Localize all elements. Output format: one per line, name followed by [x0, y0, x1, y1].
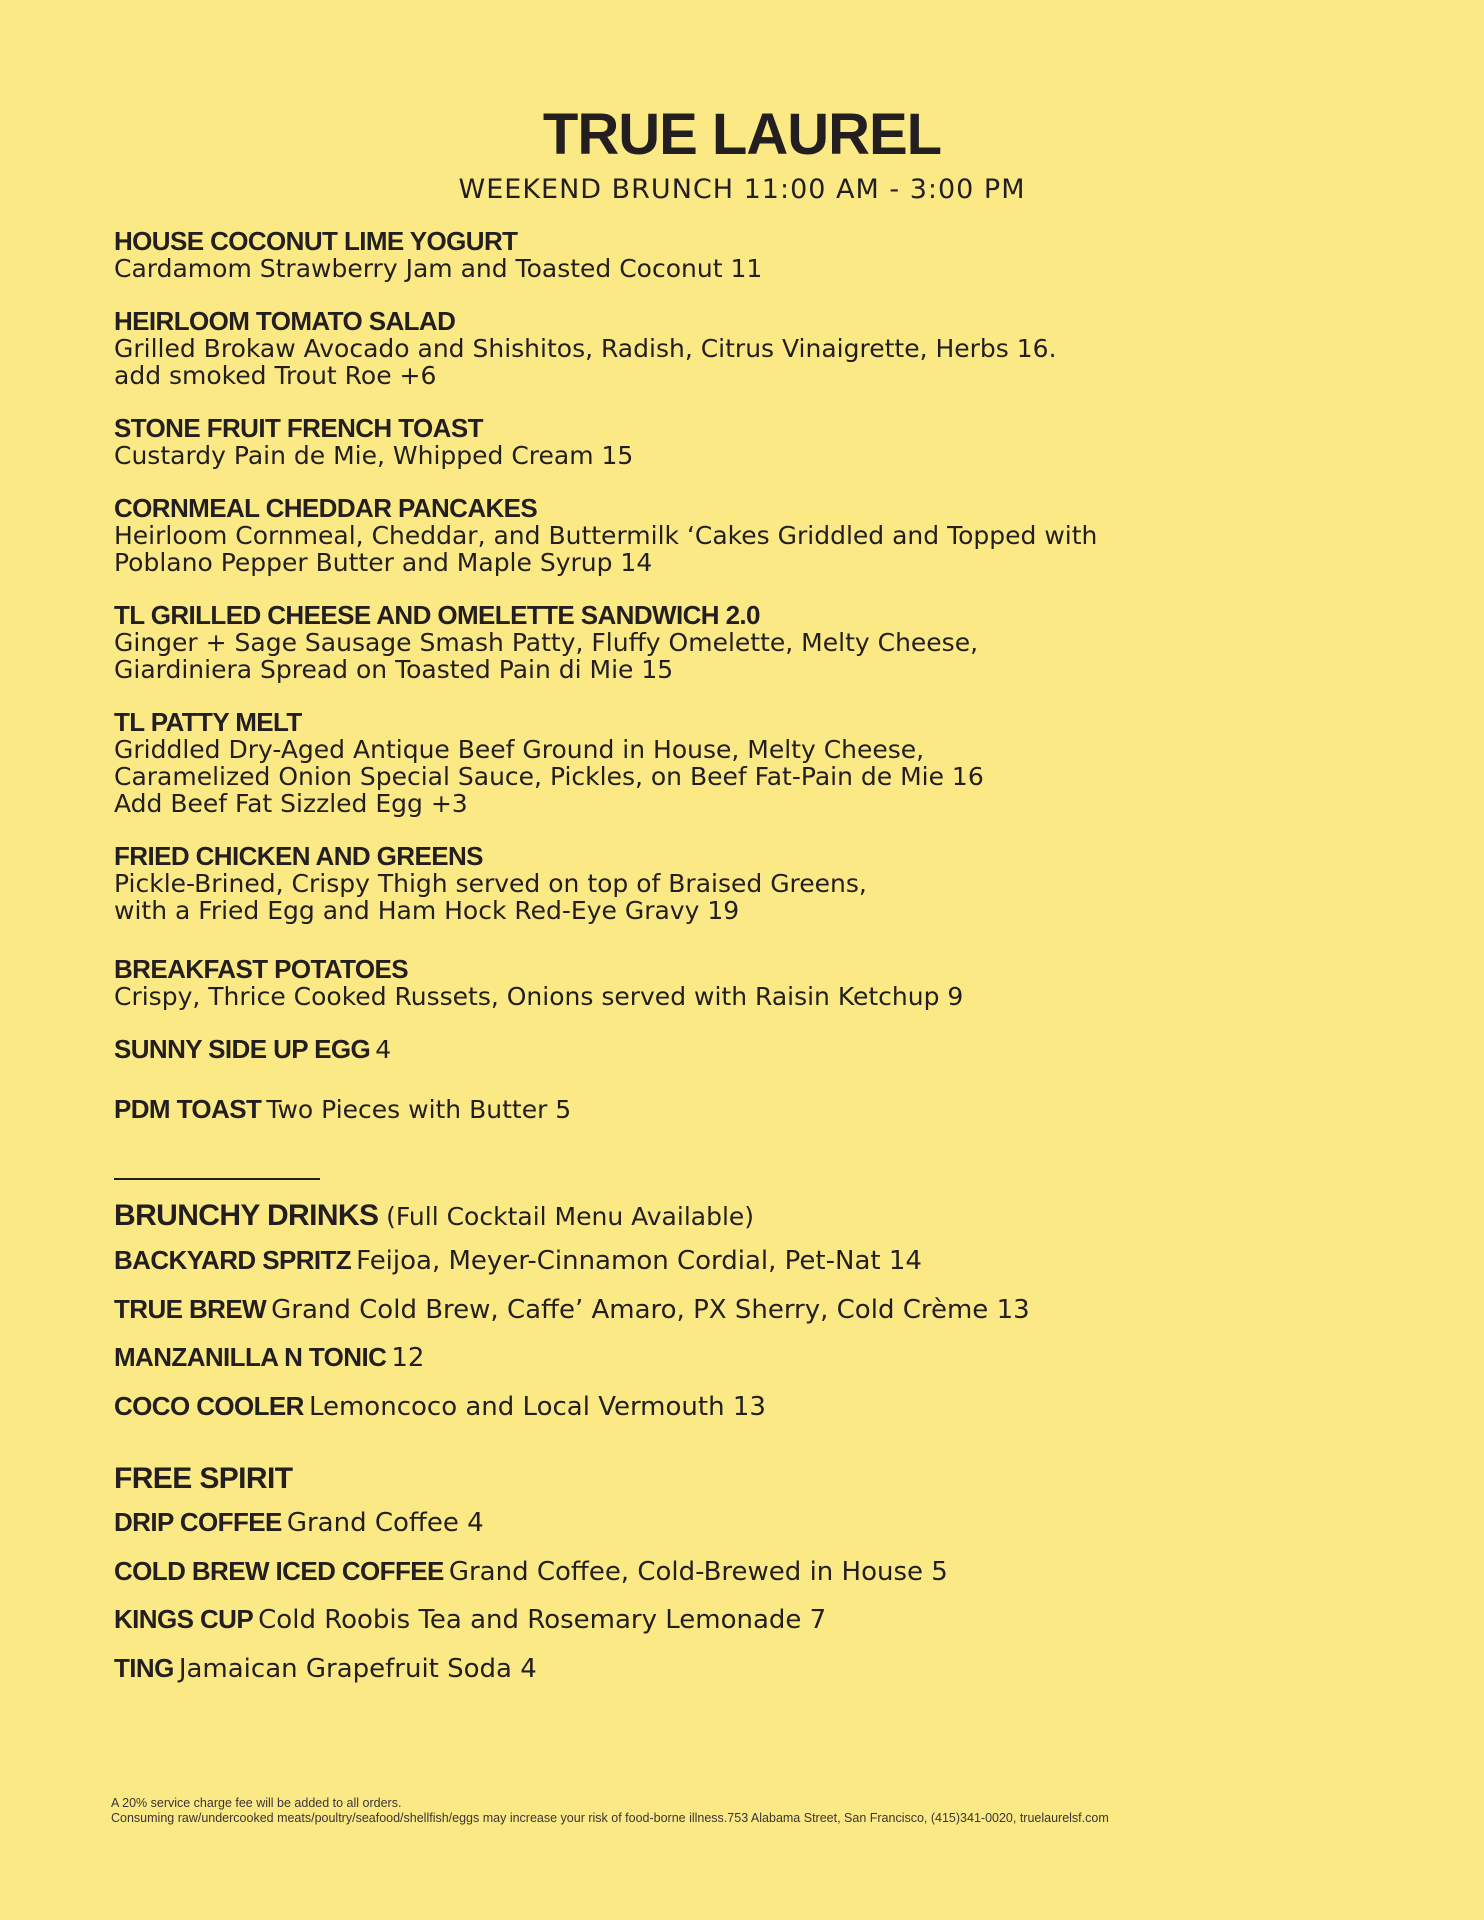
drink-item-description: Lemoncoco and Local Vermouth 13: [308, 1392, 766, 1422]
menu-item: [114, 415, 1364, 469]
menu-item-name: SUNNY SIDE UP EGG: [114, 1034, 371, 1064]
drink-item: [114, 1558, 1364, 1592]
section-divider: [114, 1178, 320, 1180]
drink-item: [114, 1296, 1364, 1330]
section-heading-text: BRUNCHY DRINKS: [114, 1199, 379, 1232]
menu-item-description: Heirloom Cornmeal, Cheddar, and Buttermilk ‘Cakes Griddled and Topped with Poblano Pepper Butter and Maple Syrup 14: [114, 521, 1098, 577]
drink-item-name: TING: [114, 1653, 174, 1683]
drink-item: [114, 1344, 1364, 1378]
food-menu: [114, 228, 1364, 1689]
drink-item-name: COCO COOLER: [114, 1391, 304, 1421]
drink-item: [114, 1393, 1364, 1427]
menu-item-name: TL GRILLED CHEESE AND OMELETTE SANDWICH 2.0: [114, 600, 760, 630]
menu-item-name: PDM TOAST: [114, 1094, 262, 1124]
service-hours: WEEKEND BRUNCH 11:00 AM - 3:00 PM: [458, 174, 1026, 205]
drink-item-name: TRUE BREW: [114, 1294, 267, 1324]
menu-item: [114, 709, 1364, 817]
drink-item-description: Cold Roobis Tea and Rosemary Lemonade 7: [258, 1605, 827, 1635]
menu-item-description: Griddled Dry-Aged Antique Beef Ground in House, Melty Cheese, Caramelized Onion Special Sauce, Pickles, on Beef Fat-Pain de Mie 16 Add Beef Fat Sizzled Egg +3: [114, 735, 984, 818]
menu-item-name: BREAKFAST POTATOES: [114, 954, 409, 984]
menu-item-description: Pickle-Brined, Crispy Thigh served on top of Braised Greens, with a Fried Egg and Ham Hock Red-Eye Gravy 19: [114, 869, 867, 925]
menu-item-description: Grilled Brokaw Avocado and Shishitos, Radish, Citrus Vinaigrette, Herbs 16. add smoked Trout Roe +6: [114, 334, 1057, 390]
menu-item-name: FRIED CHICKEN AND GREENS: [114, 841, 483, 871]
menu-item: [114, 228, 1364, 282]
health-warning-and-address: Consuming raw/undercooked meats/poultry/seafood/shellfish/eggs may increase your risk of food-borne illness.753 Alabama Street, San Francisco, (415)341-0020, truelaurelsf.com: [111, 1811, 1109, 1825]
menu-item-name: CORNMEAL CHEDDAR PANCAKES: [114, 493, 538, 523]
drink-item-name: KINGS CUP: [114, 1604, 254, 1634]
restaurant-title: TRUE LAUREL: [542, 102, 942, 167]
footer-notes: [111, 1796, 1411, 1826]
section-heading-text: FREE SPIRIT: [114, 1462, 293, 1495]
section-heading-free-spirit: [114, 1461, 1364, 1497]
section-note: (Full Cocktail Menu Available): [386, 1202, 755, 1231]
menu-item: [114, 956, 1364, 1010]
drink-item: [114, 1655, 1364, 1689]
service-charge-note: A 20% service charge fee will be added to all orders.: [111, 1796, 402, 1810]
menu-item-description: Ginger + Sage Sausage Smash Patty, Fluffy Omelette, Melty Cheese, Giardiniera Spread on Toasted Pain di Mie 15: [114, 628, 979, 684]
menu-item-description: Two Pieces with Butter 5: [266, 1095, 572, 1124]
drink-item: [114, 1509, 1364, 1543]
menu-item-name: TL PATTY MELT: [114, 707, 302, 737]
menu-item-price: 4: [375, 1035, 392, 1064]
drink-item-description: Jamaican Grapefruit Soda 4: [178, 1654, 537, 1684]
menu-item: [114, 843, 1364, 924]
drink-item-name: BACKYARD SPRITZ: [114, 1245, 352, 1275]
drink-item-name: MANZANILLA N TONIC: [114, 1342, 387, 1372]
menu-item-description: Cardamom Strawberry Jam and Toasted Coconut 11: [114, 254, 763, 283]
menu-item: [114, 602, 1364, 683]
menu-item: [114, 495, 1364, 576]
menu-item: [114, 308, 1364, 389]
drink-item-description: Grand Coffee, Cold-Brewed in House 5: [448, 1557, 948, 1587]
menu-item-name: HOUSE COCONUT LIME YOGURT: [114, 226, 518, 256]
menu-item-description: Custardy Pain de Mie, Whipped Cream 15: [114, 441, 634, 470]
drink-item-description: Feijoa, Meyer-Cinnamon Cordial, Pet-Nat 14: [356, 1246, 922, 1276]
drink-item-description: Grand Coffee 4: [286, 1508, 484, 1538]
drink-item-name: COLD BREW ICED COFFEE: [114, 1556, 444, 1586]
menu-item-description: Crispy, Thrice Cooked Russets, Onions served with Raisin Ketchup 9: [114, 982, 964, 1011]
drink-item: [114, 1606, 1364, 1640]
section-heading-brunchy-drinks: [114, 1198, 1364, 1235]
menu-item-name: HEIRLOOM TOMATO SALAD: [114, 306, 456, 336]
drink-item-price: 12: [391, 1343, 425, 1373]
menu-item: [114, 1036, 1364, 1068]
menu-item: [114, 1096, 1364, 1128]
menu-item-name: STONE FRUIT FRENCH TOAST: [114, 413, 483, 443]
drink-item-name: DRIP COFFEE: [114, 1507, 282, 1537]
drink-item-description: Grand Cold Brew, Caffe’ Amaro, PX Sherry, Cold Crème 13: [271, 1295, 1030, 1325]
drink-item: [114, 1247, 1364, 1281]
